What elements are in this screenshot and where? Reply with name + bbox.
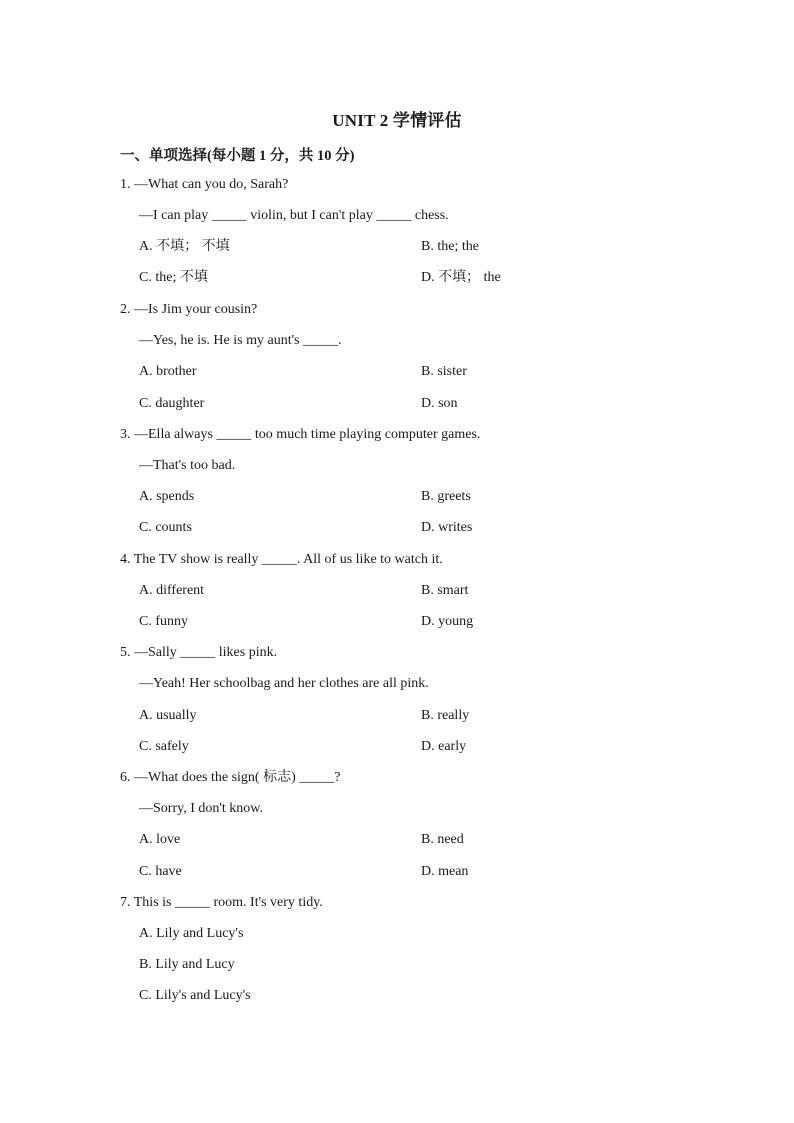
- question-1-option-d: D. 不填； the: [421, 270, 501, 285]
- question-3-option-d: D. writes: [421, 520, 473, 535]
- question-5-option-a: A. usually: [139, 708, 197, 723]
- question-1-option-b: B. the; the: [421, 239, 479, 254]
- question-4-option-a: A. different: [139, 583, 205, 598]
- question-6-option-c: C. have: [139, 864, 182, 879]
- question-1-stem: 1. —What can you do, Sarah?: [120, 177, 289, 192]
- question-3-stem: 3. —Ella always _____ too much time playing computer games.: [120, 427, 481, 442]
- question-4-stem: 4. The TV show is really _____. All of us like to watch it.: [120, 552, 443, 567]
- question-6-option-d: D. mean: [421, 864, 469, 879]
- page-title: UNIT 2 学情评估: [332, 111, 462, 130]
- question-1-answer-line: —I can play _____ violin, but I can't play _____ chess.: [139, 208, 449, 223]
- question-4-option-d: D. young: [421, 614, 474, 629]
- question-5-option-d: D. early: [421, 739, 467, 754]
- question-1-option-c: C. the; 不填: [139, 270, 208, 285]
- section-heading: 一、单项选择(每小题 1 分，共 10 分): [120, 148, 355, 164]
- question-4-option-c: C. funny: [139, 614, 188, 629]
- question-5-stem: 5. —Sally _____ likes pink.: [120, 645, 278, 660]
- question-1-option-a: A. 不填； 不填: [139, 239, 230, 254]
- question-6-answer-line: —Sorry, I don't know.: [139, 801, 263, 816]
- question-6-stem: 6. —What does the sign( 标志) _____?: [120, 770, 341, 785]
- question-2-option-c: C. daughter: [139, 396, 205, 411]
- question-3-option-c: C. counts: [139, 520, 192, 535]
- question-5-option-c: C. safely: [139, 739, 189, 754]
- question-7-option-a: A. Lily and Lucy's: [139, 926, 244, 941]
- question-7-option-c: C. Lily's and Lucy's: [139, 988, 251, 1003]
- question-3-option-b: B. greets: [421, 489, 471, 504]
- question-5-option-b: B. really: [421, 708, 470, 723]
- question-4-option-b: B. smart: [421, 583, 469, 598]
- question-2-option-a: A. brother: [139, 364, 197, 379]
- question-2-stem: 2. —Is Jim your cousin?: [120, 302, 258, 317]
- question-2-option-b: B. sister: [421, 364, 467, 379]
- question-6-option-b: B. need: [421, 832, 464, 847]
- question-2-answer-line: —Yes, he is. He is my aunt's _____.: [139, 333, 342, 348]
- question-2-option-d: D. son: [421, 396, 458, 411]
- question-7-stem: 7. This is _____ room. It's very tidy.: [120, 895, 323, 910]
- question-3-option-a: A. spends: [139, 489, 195, 504]
- question-6-option-a: A. love: [139, 832, 181, 847]
- question-3-answer-line: —That's too bad.: [139, 458, 236, 473]
- question-7-option-b: B. Lily and Lucy: [139, 957, 235, 972]
- question-5-answer-line: —Yeah! Her schoolbag and her clothes are all pink.: [139, 676, 429, 691]
